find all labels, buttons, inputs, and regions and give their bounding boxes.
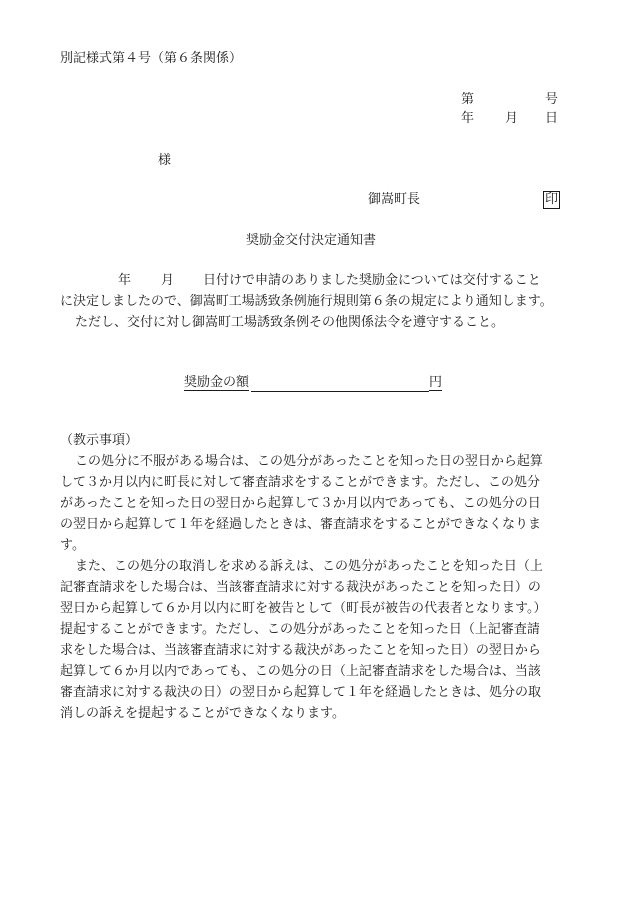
body-line3: ただし、交付に対し御嵩町工場誘致条例その他関係法令を遵守すること。 <box>75 315 505 330</box>
notice-p2-line: また、この処分の取消しを求める訴えは、この処分があったことを知った日（上 <box>75 559 543 574</box>
notice-p2-line: 消しの訴えを提起することができなくなります。 <box>60 706 345 721</box>
body-year: 年 <box>118 273 132 288</box>
notice-p2-line: 求をした場合は、当該審査請求に対する裁決があったことを知った日）の翌日から <box>60 643 541 658</box>
notice-p1-line: があったことを知った日の翌日から起算して３か月以内であっても、この処分の日 <box>60 496 541 511</box>
date-month: 月 <box>505 111 519 126</box>
body-month: 月 <box>161 273 175 288</box>
notice-p2-line: 起算して６か月以内であっても、この処分の日（上記審査請求をした場合は、当該 <box>60 664 541 679</box>
notice-heading: （教示事項） <box>60 433 139 448</box>
sender-name: 御嵩町長 <box>368 192 421 207</box>
seal-mark: 印 <box>545 192 559 207</box>
amount-row <box>184 374 442 392</box>
number-prefix: 第 <box>461 92 475 107</box>
amount-blank <box>251 377 429 392</box>
amount-unit: 円 <box>429 375 443 390</box>
body-line2: に決定しましたので、御嵩町工場誘致条例施行規則第６条の規定により通知します。 <box>60 294 553 309</box>
notice-p2-line: 提起することができます。ただし、この処分があったことを知った日（上記審査請 <box>60 622 540 637</box>
document-title: 奨励金交付決定通知書 <box>246 233 377 248</box>
notice-p1-line: す。 <box>60 538 85 553</box>
notice-p1-line: の翌日から起算して１年を経過したときは、審査請求をすることができなくなりま <box>60 517 542 532</box>
notice-p2-line: 審査請求に対する裁決の日）の翌日から起算して１年を経過したときは、処分の取 <box>60 685 542 700</box>
date-day: 日 <box>545 111 559 126</box>
addressee-suffix: 様 <box>158 153 172 168</box>
notice-p2-line: 記審査請求をした場合は、当該審査請求に対する裁決があったことを知った日）の <box>60 580 541 595</box>
form-label: 別記様式第４号（第６条関係） <box>60 51 243 66</box>
amount-label: 奨励金の額 <box>184 375 250 390</box>
notice-p1-line: この処分に不服がある場合は、この処分があったことを知った日の翌日から起算 <box>75 454 543 469</box>
notice-p2-line: 翌日から起算して６か月以内に町を被告として（町長が被告の代表者となります。） <box>60 601 547 616</box>
body-line1: 日付けで申請のありました奨励金については交付すること <box>203 273 541 288</box>
notice-p1-line: して３か月以内に町長に対して審査請求をすることができます。ただし、この処分 <box>60 475 540 490</box>
date-year: 年 <box>461 111 475 126</box>
number-suffix: 号 <box>545 92 559 107</box>
